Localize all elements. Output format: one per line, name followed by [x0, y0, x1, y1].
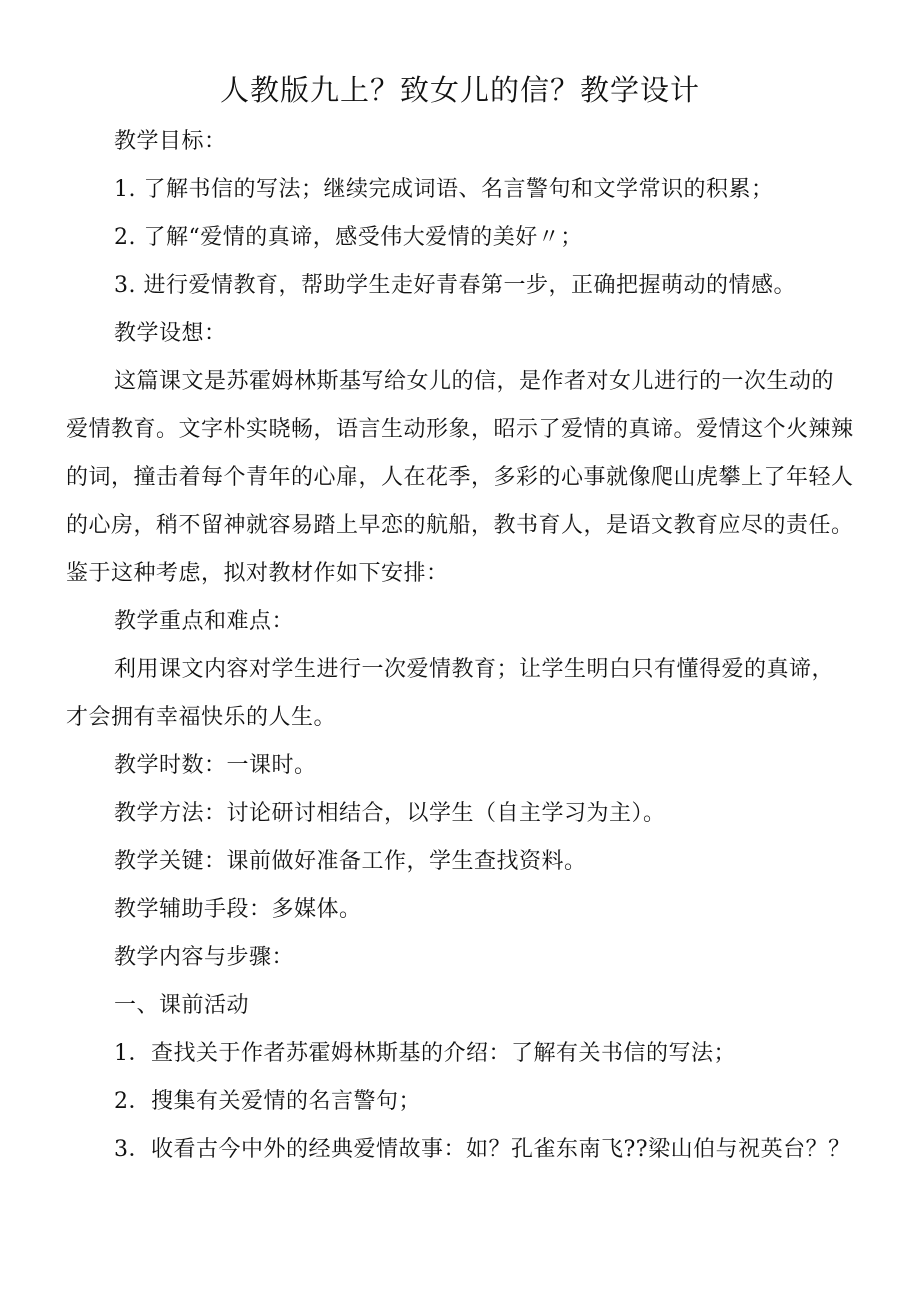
activity-item-2: 2．搜集有关爱情的名言警句；: [114, 1089, 421, 1114]
goal-item-3: 3. 进行爱情教育，帮助学生走好青春第一步，正确把握萌动的情感。: [114, 273, 796, 298]
section-pre-class-activities: 一、课前活动: [114, 993, 250, 1018]
paragraph-line: 爱情教育。文字朴实晓畅，语言生动形象，昭示了爱情的真谛。爱情这个火辣辣: [66, 417, 854, 442]
heading-key-points: 教学重点和难点：: [114, 609, 295, 634]
paragraph-line: 利用课文内容对学生进行一次爱情教育；让学生明白只有懂得爱的真谛，: [114, 657, 835, 682]
teaching-method: 教学方法：讨论研讨相结合，以学生（自主学习为主）。: [114, 801, 666, 826]
paragraph-line: 才会拥有幸福快乐的人生。: [66, 705, 337, 730]
activity-item-1: 1．查找关于作者苏霍姆林斯基的介绍：了解有关书信的写法；: [114, 1041, 736, 1066]
paragraph-line: 这篇课文是苏霍姆林斯基写给女儿的信，是作者对女儿进行的一次生动的: [114, 369, 835, 394]
teaching-aids: 教学辅助手段：多媒体。: [114, 897, 362, 922]
paragraph-line: 鉴于这种考虑，拟对教材作如下安排：: [66, 561, 449, 586]
heading-content-steps: 教学内容与步骤：: [114, 945, 295, 970]
goal-item-1: 1. 了解书信的写法；继续完成词语、名言警句和文学常识的积累；: [114, 177, 774, 202]
goal-item-2: 2. 了解“爱情的真谛，感受伟大爱情的美好〃；: [114, 225, 583, 250]
heading-teaching-goals: 教学目标：: [114, 129, 227, 154]
paragraph-line: 的词，撞击着每个青年的心扉，人在花季，多彩的心事就像爬山虎攀上了年轻人: [66, 465, 854, 490]
activity-item-3: 3．收看古今中外的经典爱情故事：如？孔雀东南飞??梁山伯与祝英台？？: [114, 1137, 851, 1162]
teaching-hours: 教学时数：一课时。: [114, 753, 317, 778]
paragraph-line: 的心房，稍不留神就容易踏上早恋的航船，教书育人，是语文教育应尽的责任。: [66, 513, 854, 538]
heading-teaching-concept: 教学设想：: [114, 321, 227, 346]
document-title: 人教版九上？致女儿的信？教学设计: [219, 73, 700, 107]
teaching-key: 教学关键：课前做好准备工作，学生查找资料。: [114, 849, 587, 874]
